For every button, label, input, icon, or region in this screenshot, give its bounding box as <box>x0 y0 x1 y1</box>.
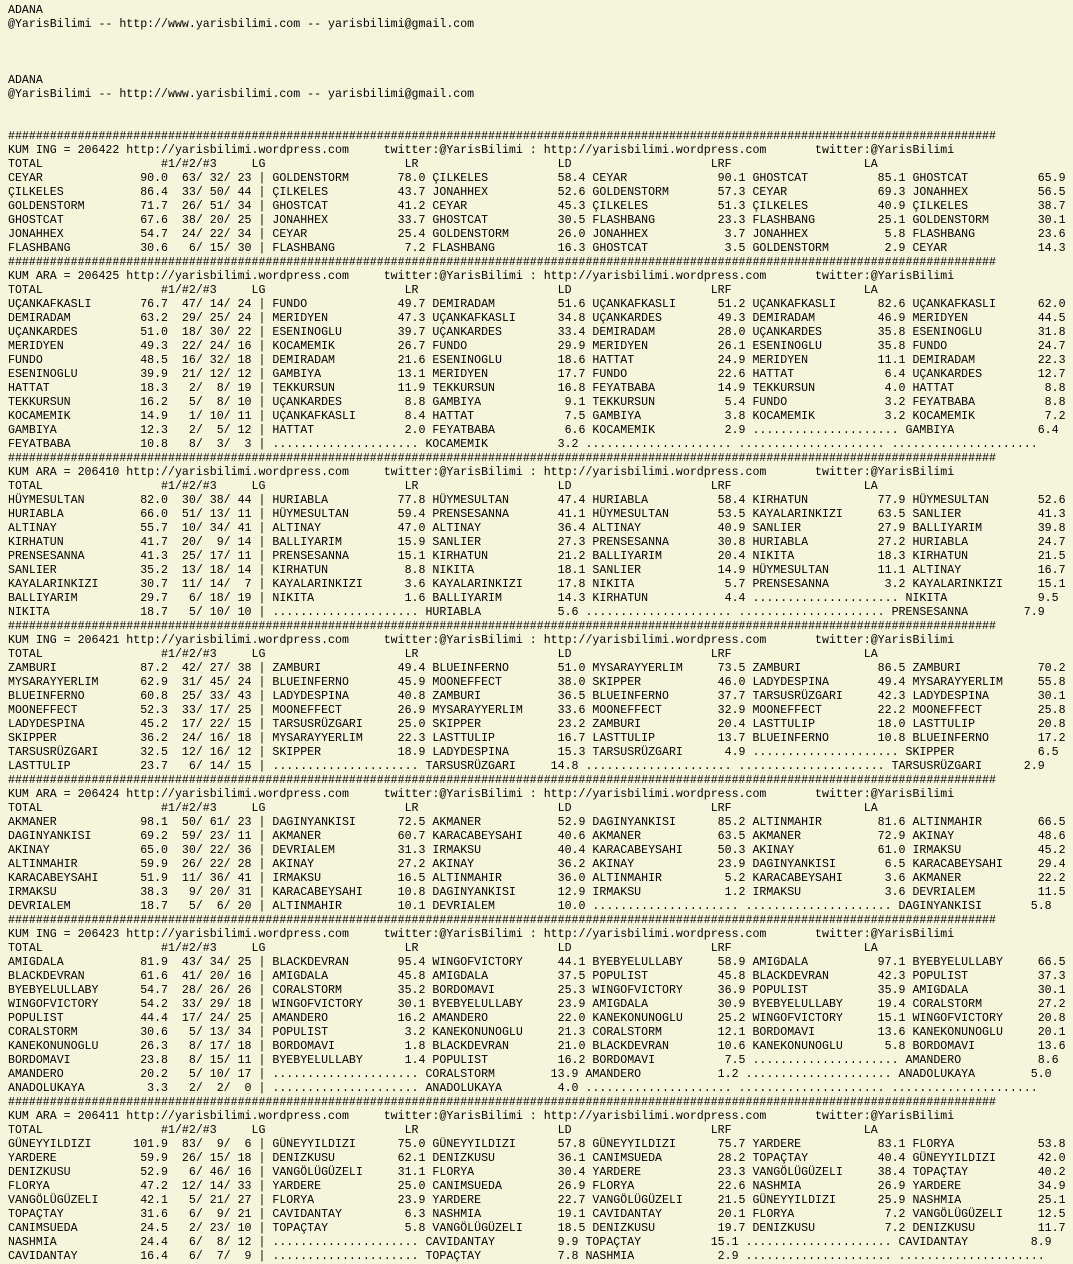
table-row: ALTINAY 55.7 10/ 34/ 41 | ALTINAY 47.0 ALTINAY 36.4 ALTINAY 40.9 SANLIER 27.9 BALLIYARIM 39.8 <box>8 522 1066 535</box>
table-row: ALTINMAHIR 59.9 26/ 22/ 28 | AKINAY 27.2 AKINAY 36.2 AKINAY 23.9 DAGINYANKISI 6.5 KARACABEYSAHI 29.4 <box>8 858 1066 871</box>
separator-line: ############################################################################################################################################## <box>8 914 996 927</box>
table-row: SKIPPER 36.2 24/ 16/ 18 | MYSARAYYERLIM 22.3 LASTTULIP 16.7 LASTTULIP 13.7 BLUEINFERNO 10.8 BLUEINFERNO 17.2 <box>8 732 1066 745</box>
table-row: UÇANKARDES 51.0 18/ 30/ 22 | ESENINOGLU 39.7 UÇANKARDES 33.4 DEMIRADAM 28.0 UÇANKARDES 35.8 ESENINOGLU 31.8 <box>8 326 1066 339</box>
table-row: BLUEINFERNO 60.8 25/ 33/ 43 | LADYDESPINA 40.8 ZAMBURI 36.5 BLUEINFERNO 37.7 TARSUSRÜZGARI 42.3 LADYDESPINA 30.1 <box>8 690 1066 703</box>
table-row: LASTTULIP 23.7 6/ 14/ 15 | ..................... TARSUSRÜZGARI 14.8 ..................... ..................... TARSUSRÜZGARI 2.9 <box>8 760 1045 773</box>
separator-line: ############################################################################################################################################## <box>8 130 996 143</box>
table-row: JONAHHEX 54.7 24/ 22/ 34 | CEYAR 25.4 GOLDENSTORM 26.0 JONAHHEX 3.7 JONAHHEX 5.8 FLASHBANG 23.6 <box>8 228 1066 241</box>
table-row: NASHMIA 24.4 6/ 8/ 12 | ..................... CAVIDANTAY 9.9 TOPAÇTAY 15.1 ..................... CAVIDANTAY 8.9 <box>8 1236 1052 1249</box>
table-row: DEVRIALEM 18.7 5/ 6/ 20 | ALTINMAHIR 10.1 DEVRIALEM 10.0 ..................... ..................... DAGINYANKISI 5.8 <box>8 900 1052 913</box>
table-row: AMIGDALA 81.9 43/ 34/ 25 | BLACKDEVRAN 95.4 WINGOFVICTORY 44.1 BYEBYELULLABY 58.9 AMIGDALA 97.1 BYEBYELULLABY 66.5 <box>8 956 1066 969</box>
table-row: BORDOMAVI 23.8 8/ 15/ 11 | BYEBYELULLABY 1.4 POPULIST 16.2 BORDOMAVI 7.5 ..................... AMANDERO 8.6 <box>8 1054 1059 1067</box>
table-row: POPULIST 44.4 17/ 24/ 25 | AMANDERO 16.2 AMANDERO 22.0 KANEKONUNOGLU 25.2 WINGOFVICTORY 15.1 WINGOFVICTORY 20.8 <box>8 1012 1066 1025</box>
header-line <box>8 46 1073 60</box>
table-row: DENIZKUSU 52.9 6/ 46/ 16 | VANGÖLÜGÜZELI 31.1 FLORYA 30.4 YARDERE 23.3 VANGÖLÜGÜZELI 38.4 TOPAÇTAY 40.2 <box>8 1166 1066 1179</box>
header-line <box>8 116 1073 130</box>
columns-header: TOTAL #1/#2/#3 LG LR LD LRF LA <box>8 480 878 493</box>
table-row: ANADOLUKAYA 3.3 2/ 2/ 0 | ..................... ANADOLUKAYA 4.0 ..................... ..................... ..................... <box>8 1082 1038 1095</box>
table-row: HURIABLA 66.0 51/ 13/ 11 | HÜYMESULTAN 59.4 PRENSESANNA 41.1 HÜYMESULTAN 53.5 KAYALARINKIZI 63.5 SANLIER 41.3 <box>8 508 1066 521</box>
table-row: CEYAR 90.0 63/ 32/ 23 | GOLDENSTORM 78.0 ÇILKELES 58.4 CEYAR 90.1 GHOSTCAT 85.1 GHOSTCAT 65.9 <box>8 172 1066 185</box>
columns-header: TOTAL #1/#2/#3 LG LR LD LRF LA <box>8 158 878 171</box>
table-row: KAYALARINKIZI 30.7 11/ 14/ 7 | KAYALARINKIZI 3.6 KAYALARINKIZI 17.8 NIKITA 5.7 PRENSESANNA 3.2 KAYALARINKIZI 15.1 <box>8 578 1066 591</box>
separator-line: ############################################################################################################################################## <box>8 256 996 269</box>
table-row: GOLDENSTORM 71.7 26/ 51/ 34 | GHOSTCAT 41.2 CEYAR 45.3 ÇILKELES 51.3 ÇILKELES 40.9 ÇILKELES 38.7 <box>8 200 1066 213</box>
table-row: BYEBYELULLABY 54.7 28/ 26/ 26 | CORALSTORM 35.2 BORDOMAVI 25.3 WINGOFVICTORY 36.9 POPULIST 35.9 AMIGDALA 30.1 <box>8 984 1066 997</box>
table-row: GHOSTCAT 67.6 38/ 20/ 25 | JONAHHEX 33.7 GHOSTCAT 30.5 FLASHBANG 23.3 FLASHBANG 25.1 GOLDENSTORM 30.1 <box>8 214 1066 227</box>
race-title: KUM ING = 206422 http://yarisbilimi.wordpress.com twitter:@YarisBilimi : http://yarisbilimi.wordpress.com twitter:@YarisBilimi <box>8 144 955 157</box>
table-row: LADYDESPINA 45.2 17/ 22/ 15 | TARSUSRÜZGARI 25.0 SKIPPER 23.2 ZAMBURI 20.4 LASTTULIP 18.0 LASTTULIP 20.8 <box>8 718 1066 731</box>
table-row: CORALSTORM 30.6 5/ 13/ 34 | POPULIST 3.2 KANEKONUNOGLU 21.3 CORALSTORM 12.1 BORDOMAVI 13.6 KANEKONUNOGLU 20.1 <box>8 1026 1066 1039</box>
table-row: ZAMBURI 87.2 42/ 27/ 38 | ZAMBURI 49.4 BLUEINFERNO 51.0 MYSARAYYERLIM 73.5 ZAMBURI 86.5 ZAMBURI 70.2 <box>8 662 1066 675</box>
table-row: GÜNEYYILDIZI 101.9 83/ 9/ 6 | GÜNEYYILDIZI 75.0 GÜNEYYILDIZI 57.8 GÜNEYYILDIZI 75.7 YARDERE 83.1 FLORYA 53.8 <box>8 1138 1066 1151</box>
table-row: MOONEFFECT 52.3 33/ 17/ 25 | MOONEFFECT 26.9 MYSARAYYERLIM 33.6 MOONEFFECT 32.9 MOONEFFECT 22.2 MOONEFFECT 25.8 <box>8 704 1066 717</box>
table-row: KIRHATUN 41.7 20/ 9/ 14 | BALLIYARIM 15.9 SANLIER 27.3 PRENSESANNA 30.8 HURIABLA 27.2 HURIABLA 24.7 <box>8 536 1066 549</box>
table-row: TARSUSRÜZGARI 32.5 12/ 16/ 12 | SKIPPER 18.9 LADYDESPINA 15.3 TARSUSRÜZGARI 4.9 ..................... SKIPPER 6.5 <box>8 746 1059 759</box>
columns-header: TOTAL #1/#2/#3 LG LR LD LRF LA <box>8 1124 878 1137</box>
table-row: DAGINYANKISI 69.2 59/ 23/ 11 | AKMANER 60.7 KARACABEYSAHI 40.6 AKMANER 63.5 AKMANER 72.9 AKINAY 48.6 <box>8 830 1066 843</box>
columns-header: TOTAL #1/#2/#3 LG LR LD LRF LA <box>8 942 878 955</box>
table-row: MERIDYEN 49.3 22/ 24/ 16 | KOCAMEMIK 26.7 FUNDO 29.9 MERIDYEN 26.1 ESENINOGLU 35.8 FUNDO 24.7 <box>8 340 1066 353</box>
columns-header: TOTAL #1/#2/#3 LG LR LD LRF LA <box>8 284 878 297</box>
race-title: KUM ING = 206423 http://yarisbilimi.wordpress.com twitter:@YarisBilimi : http://yarisbilimi.wordpress.com twitter:@YarisBilimi <box>8 928 955 941</box>
table-row: FLASHBANG 30.6 6/ 15/ 30 | FLASHBANG 7.2 FLASHBANG 16.3 GHOSTCAT 3.5 GOLDENSTORM 2.9 CEYAR 14.3 <box>8 242 1066 255</box>
header-line <box>8 60 1073 74</box>
table-row: KOCAMEMIK 14.9 1/ 10/ 11 | UÇANKAFKASLI 8.4 HATTAT 7.5 GAMBIYA 3.8 KOCAMEMIK 3.2 KOCAMEMIK 7.2 <box>8 410 1066 423</box>
table-row: WINGOFVICTORY 54.2 33/ 29/ 18 | WINGOFVICTORY 30.1 BYEBYELULLABY 23.9 AMIGDALA 30.9 BYEBYELULLABY 19.4 CORALSTORM 27.2 <box>8 998 1066 1011</box>
table-row: FUNDO 48.5 16/ 32/ 18 | DEMIRADAM 21.6 ESENINOGLU 18.6 HATTAT 24.9 MERIDYEN 11.1 DEMIRADAM 22.3 <box>8 354 1066 367</box>
table-row: NIKITA 18.7 5/ 10/ 10 | ..................... HURIABLA 5.6 ..................... ..................... PRENSESANNA 7.9 <box>8 606 1045 619</box>
table-row: AMANDERO 20.2 5/ 10/ 17 | ..................... CORALSTORM 13.9 AMANDERO 1.2 ..................... ANADOLUKAYA 5.0 <box>8 1068 1052 1081</box>
table-row: SANLIER 35.2 13/ 18/ 14 | KIRHATUN 8.8 NIKITA 18.1 SANLIER 14.9 HÜYMESULTAN 11.1 ALTINAY 16.7 <box>8 564 1066 577</box>
header-line: @YarisBilimi -- http://www.yarisbilimi.com -- yarisbilimi@gmail.com <box>8 88 475 101</box>
header-line: @YarisBilimi -- http://www.yarisbilimi.com -- yarisbilimi@gmail.com <box>8 18 475 31</box>
table-row: TOPAÇTAY 31.6 6/ 9/ 21 | CAVIDANTAY 6.3 NASHMIA 19.1 CAVIDANTAY 20.1 FLORYA 7.2 VANGÖLÜGÜZELI 12.5 <box>8 1208 1066 1221</box>
separator-line: ############################################################################################################################################## <box>8 620 996 633</box>
table-row: GAMBIYA 12.3 2/ 5/ 12 | HATTAT 2.0 FEYATBABA 6.6 KOCAMEMIK 2.9 ..................... GAMBIYA 6.4 <box>8 424 1059 437</box>
table-row: FEYATBABA 10.8 8/ 3/ 3 | ..................... KOCAMEMIK 3.2 ..................... ..................... ..................... <box>8 438 1038 451</box>
race-title: KUM ARA = 206411 http://yarisbilimi.wordpress.com twitter:@YarisBilimi : http://yarisbilimi.wordpress.com twitter:@YarisBilimi <box>8 1110 955 1123</box>
table-row: HÜYMESULTAN 82.0 30/ 38/ 44 | HURIABLA 77.8 HÜYMESULTAN 47.4 HURIABLA 58.4 KIRHATUN 77.9 HÜYMESULTAN 52.6 <box>8 494 1066 507</box>
header-line: ADANA <box>8 74 43 87</box>
columns-header: TOTAL #1/#2/#3 LG LR LD LRF LA <box>8 648 878 661</box>
table-row: FLORYA 47.2 12/ 14/ 33 | YARDERE 25.0 CANIMSUEDA 26.9 FLORYA 22.6 NASHMIA 26.9 YARDERE 34.9 <box>8 1180 1066 1193</box>
table-row: IRMAKSU 38.3 9/ 20/ 31 | KARACABEYSAHI 10.8 DAGINYANKISI 12.9 IRMAKSU 1.2 IRMAKSU 3.6 DEVRIALEM 11.5 <box>8 886 1066 899</box>
table-row: DEMIRADAM 63.2 29/ 25/ 24 | MERIDYEN 47.3 UÇANKAFKASLI 34.8 UÇANKARDES 49.3 DEMIRADAM 46.9 MERIDYEN 44.5 <box>8 312 1066 325</box>
table-row: ÇILKELES 86.4 33/ 50/ 44 | ÇILKELES 43.7 JONAHHEX 52.6 GOLDENSTORM 57.3 CEYAR 69.3 JONAHHEX 56.5 <box>8 186 1066 199</box>
race-title: KUM ING = 206421 http://yarisbilimi.wordpress.com twitter:@YarisBilimi : http://yarisbilimi.wordpress.com twitter:@YarisBilimi <box>8 634 955 647</box>
separator-line: ############################################################################################################################################## <box>8 774 996 787</box>
header-line <box>8 102 1073 116</box>
race-title: KUM ARA = 206410 http://yarisbilimi.wordpress.com twitter:@YarisBilimi : http://yarisbilimi.wordpress.com twitter:@YarisBilimi <box>8 466 955 479</box>
table-row: ESENINOGLU 39.9 21/ 12/ 12 | GAMBIYA 13.1 MERIDYEN 17.7 FUNDO 22.6 HATTAT 6.4 UÇANKARDES 12.7 <box>8 368 1066 381</box>
table-row: KANEKONUNOGLU 26.3 8/ 17/ 18 | BORDOMAVI 1.8 BLACKDEVRAN 21.0 BLACKDEVRAN 10.6 KANEKONUNOGLU 5.8 BORDOMAVI 13.6 <box>8 1040 1066 1053</box>
table-row: KARACABEYSAHI 51.9 11/ 36/ 41 | IRMAKSU 16.5 ALTINMAHIR 36.0 ALTINMAHIR 5.2 KARACABEYSAHI 3.6 AKMANER 22.2 <box>8 872 1066 885</box>
table-row: VANGÖLÜGÜZELI 42.1 5/ 21/ 27 | FLORYA 23.9 YARDERE 22.7 VANGÖLÜGÜZELI 21.5 GÜNEYYILDIZI 25.9 NASHMIA 25.1 <box>8 1194 1066 1207</box>
table-row: CAVIDANTAY 16.4 6/ 7/ 9 | ..................... TOPAÇTAY 7.8 NASHMIA 2.9 ..................... ..................... <box>8 1250 1045 1263</box>
table-row: TEKKURSUN 16.2 5/ 8/ 10 | UÇANKARDES 8.8 GAMBIYA 9.1 TEKKURSUN 5.4 FUNDO 3.2 FEYATBABA 8.8 <box>8 396 1066 409</box>
table-row: BLACKDEVRAN 61.6 41/ 20/ 16 | AMIGDALA 45.8 AMIGDALA 37.5 POPULIST 45.8 BLACKDEVRAN 42.3 POPULIST 37.3 <box>8 970 1066 983</box>
race-title: KUM ARA = 206424 http://yarisbilimi.wordpress.com twitter:@YarisBilimi : http://yarisbilimi.wordpress.com twitter:@YarisBilimi <box>8 788 955 801</box>
table-row: YARDERE 59.9 26/ 15/ 18 | DENIZKUSU 62.1 DENIZKUSU 36.1 CANIMSUEDA 28.2 TOPAÇTAY 40.4 GÜNEYYILDIZI 42.0 <box>8 1152 1066 1165</box>
table-row: CANIMSUEDA 24.5 2/ 23/ 10 | TOPAÇTAY 5.8 VANGÖLÜGÜZELI 18.5 DENIZKUSU 19.7 DENIZKUSU 7.2 DENIZKUSU 11.7 <box>8 1222 1066 1235</box>
table-row: MYSARAYYERLIM 62.9 31/ 45/ 24 | BLUEINFERNO 45.9 MOONEFFECT 38.0 SKIPPER 46.0 LADYDESPINA 49.4 MYSARAYYERLIM 55.8 <box>8 676 1066 689</box>
separator-line: ############################################################################################################################################## <box>8 1096 996 1109</box>
header-line: ADANA <box>8 4 43 17</box>
table-row: PRENSESANNA 41.3 25/ 17/ 11 | PRENSESANNA 15.1 KIRHATUN 21.2 BALLIYARIM 20.4 NIKITA 18.3 KIRHATUN 21.5 <box>8 550 1066 563</box>
table-row: HATTAT 18.3 2/ 8/ 19 | TEKKURSUN 11.9 TEKKURSUN 16.8 FEYATBABA 14.9 TEKKURSUN 4.0 HATTAT 8.8 <box>8 382 1066 395</box>
header-line <box>8 32 1073 46</box>
table-row: UÇANKAFKASLI 76.7 47/ 14/ 24 | FUNDO 49.7 DEMIRADAM 51.6 UÇANKAFKASLI 51.2 UÇANKAFKASLI 82.6 UÇANKAFKASLI 62.0 <box>8 298 1066 311</box>
table-row: AKINAY 65.0 30/ 22/ 36 | DEVRIALEM 31.3 IRMAKSU 40.4 KARACABEYSAHI 50.3 AKINAY 61.0 IRMAKSU 45.2 <box>8 844 1066 857</box>
columns-header: TOTAL #1/#2/#3 LG LR LD LRF LA <box>8 802 878 815</box>
race-title: KUM ARA = 206425 http://yarisbilimi.wordpress.com twitter:@YarisBilimi : http://yarisbilimi.wordpress.com twitter:@YarisBilimi <box>8 270 955 283</box>
separator-line: ############################################################################################################################################## <box>8 452 996 465</box>
table-row: AKMANER 98.1 50/ 61/ 23 | DAGINYANKISI 72.5 AKMANER 52.9 DAGINYANKISI 85.2 ALTINMAHIR 81.6 ALTINMAHIR 66.5 <box>8 816 1066 829</box>
table-row: BALLIYARIM 29.7 6/ 18/ 19 | NIKITA 1.6 BALLIYARIM 14.3 KIRHATUN 4.4 ..................... NIKITA 9.5 <box>8 592 1059 605</box>
